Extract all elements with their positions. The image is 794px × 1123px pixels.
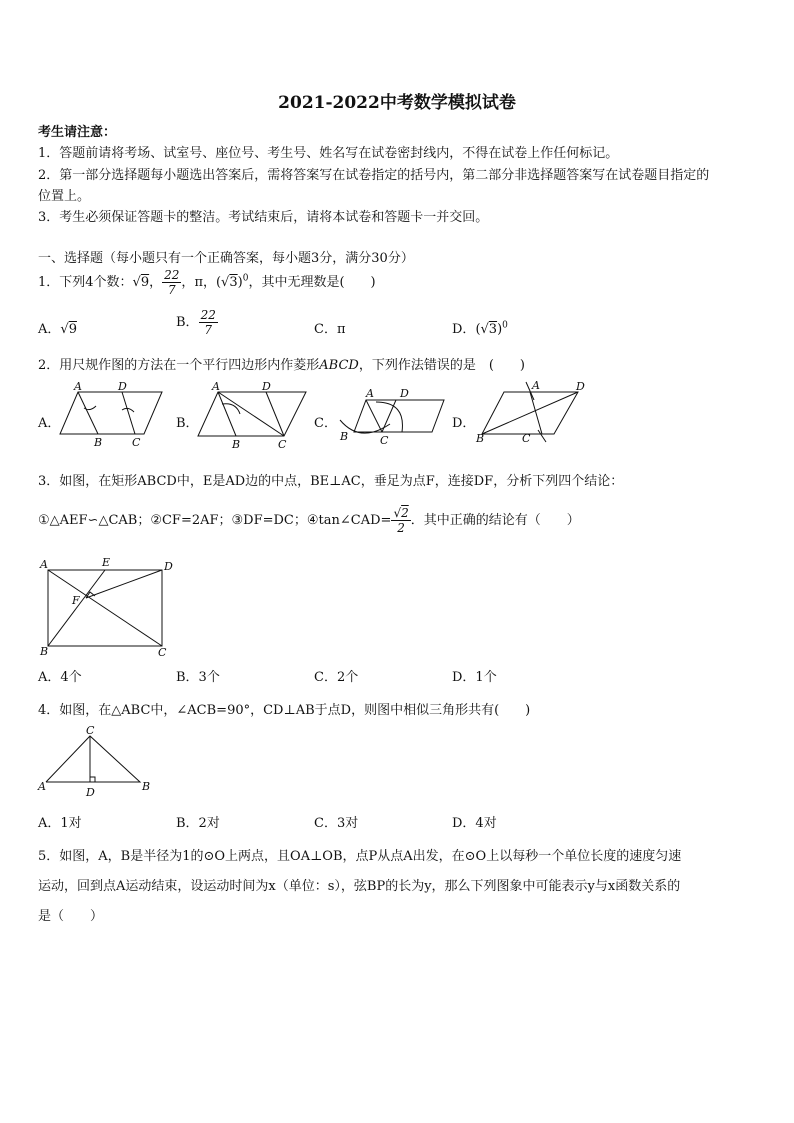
q3-rectangle-figure: [38, 556, 178, 658]
q2-option-c[interactable]: C．: [314, 416, 337, 431]
q5-stem-line3: 是（ ）: [38, 909, 104, 924]
notice-item-1: 1．答题前请将考场、试室号、座位号、考生号、姓名写在试卷密封线内，不得在试卷上作任何标记。: [38, 146, 619, 161]
q4-label-d: D: [86, 786, 95, 799]
q3-option-b[interactable]: B．3个: [176, 670, 220, 685]
q3-stem: 3．如图，在矩形ABCD中，E是AD边的中点，BE⊥AC，垂足为点F，连接DF，分析下列四个结论：: [38, 474, 624, 489]
q3-label-d: D: [164, 560, 173, 573]
q2-option-a[interactable]: A．: [38, 416, 61, 431]
q4-triangle-figure: [36, 724, 156, 800]
q2-stem-var: ABCD: [319, 358, 359, 373]
q2d-label-d: D: [576, 380, 585, 393]
notice-item-3: 3．考生必须保证答题卡的整洁。考试结束后，请将本试卷和答题卡一并交回。: [38, 210, 489, 225]
q3-conclusions: ①△AEF∽△CAB；②CF=2AF；③DF=DC；④tan∠CAD= $\frac{√2}{2}$ ．其中正确的结论有（ ）: [38, 506, 580, 535]
q5-stem-line1: 5．如图，A，B是半径为1的⊙O上两点，且OA⊥OB，点P从点A出发，在⊙O上以每秒一个单位长度的速度匀速: [38, 849, 682, 864]
q2-option-d[interactable]: D．: [452, 416, 476, 431]
page-title: 2021-2022中考数学模拟试卷: [278, 93, 516, 113]
q2c-label-a: A: [366, 387, 374, 400]
q4-option-a[interactable]: A．1对: [38, 816, 82, 831]
q4-option-b[interactable]: B．2对: [176, 816, 220, 831]
q2-figure-d: [474, 380, 590, 446]
q2c-label-d: D: [400, 387, 409, 400]
q2c-label-b: B: [340, 430, 349, 443]
q3-option-c[interactable]: C．2个: [314, 670, 359, 685]
q3-label-c: C: [158, 646, 167, 659]
notice-item-2: 2．第一部分选择题每小题选出答案后，需将答案写在试卷指定的括号内，第二部分非选择题答案写在试卷题目指定的: [38, 168, 710, 183]
q4-label-a: A: [38, 780, 46, 793]
q1-option-a[interactable]: A．√9: [38, 322, 77, 337]
q1-option-c[interactable]: C．π: [314, 322, 346, 337]
q1-stem-prefix: 1．下列4个数：: [38, 275, 133, 290]
q3-option-a[interactable]: A．4个: [38, 670, 82, 685]
q4-stem: 4．如图，在△ABC中，∠ACB=90°，CD⊥AB于点D，则图中相似三角形共有( ): [38, 703, 531, 718]
q3-option-d[interactable]: D．1个: [452, 670, 497, 685]
q2d-label-b: B: [476, 432, 485, 445]
q3-label-a: A: [40, 558, 48, 571]
q2b-label-c: C: [278, 438, 287, 451]
q2a-label-a: A: [74, 380, 82, 393]
q1-option-d[interactable]: D．$(√3)^0$: [452, 320, 508, 337]
q1-sqrt9: 9: [140, 275, 150, 290]
section-heading: 一、选择题（每小题只有一个正确答案，每小题3分，满分30分）: [38, 251, 414, 266]
q4-label-b: B: [142, 780, 151, 793]
q1-fraction: $\frac{22}{7}$: [164, 268, 180, 297]
q2a-label-c: C: [132, 436, 141, 449]
q2-figure-a: [60, 380, 170, 449]
q2-figure-b: [198, 380, 310, 451]
q4-option-c[interactable]: C．3对: [314, 816, 359, 831]
q1-option-b[interactable]: B． $\frac{22}{7}$: [176, 308, 216, 337]
q1-stem-suffix: ，其中无理数是( ): [248, 275, 376, 290]
q2b-label-b: B: [232, 438, 241, 451]
q5-stem-line2: 运动，回到点A运动结束，设运动时间为x（单位：s），弦BP的长为y，那么下列图象中可能表示y与x函数关系的: [38, 879, 681, 894]
q2b-label-d: D: [262, 380, 271, 393]
notice-item-2b: 位置上。: [38, 189, 91, 204]
q2-option-b[interactable]: B．: [176, 416, 199, 431]
q2a-label-d: D: [118, 380, 127, 393]
q4-option-d[interactable]: D．4对: [452, 816, 497, 831]
q2c-label-c: C: [380, 434, 389, 447]
q2b-label-a: A: [212, 380, 220, 393]
q2d-label-a: A: [532, 379, 540, 392]
q2-stem: 2．用尺规作图的方法在一个平行四边形内作菱形ABCD，下列作法错误的是 ( ): [38, 358, 525, 373]
q1-pi: π: [194, 275, 203, 290]
q1-stem: 1．下列4个数：√9， $\frac{22}{7}$ ，π，$(√3)^0$，其中无理数是( ): [38, 268, 376, 297]
q2a-label-b: B: [94, 436, 103, 449]
q2-figure-c: [336, 384, 448, 446]
q3-label-e: E: [102, 556, 111, 569]
q4-label-c: C: [86, 724, 95, 737]
q2d-label-c: C: [522, 432, 531, 445]
q3-label-f: F: [72, 594, 80, 607]
q3-label-b: B: [40, 645, 49, 658]
notice-heading: 考生请注意：: [38, 125, 117, 140]
